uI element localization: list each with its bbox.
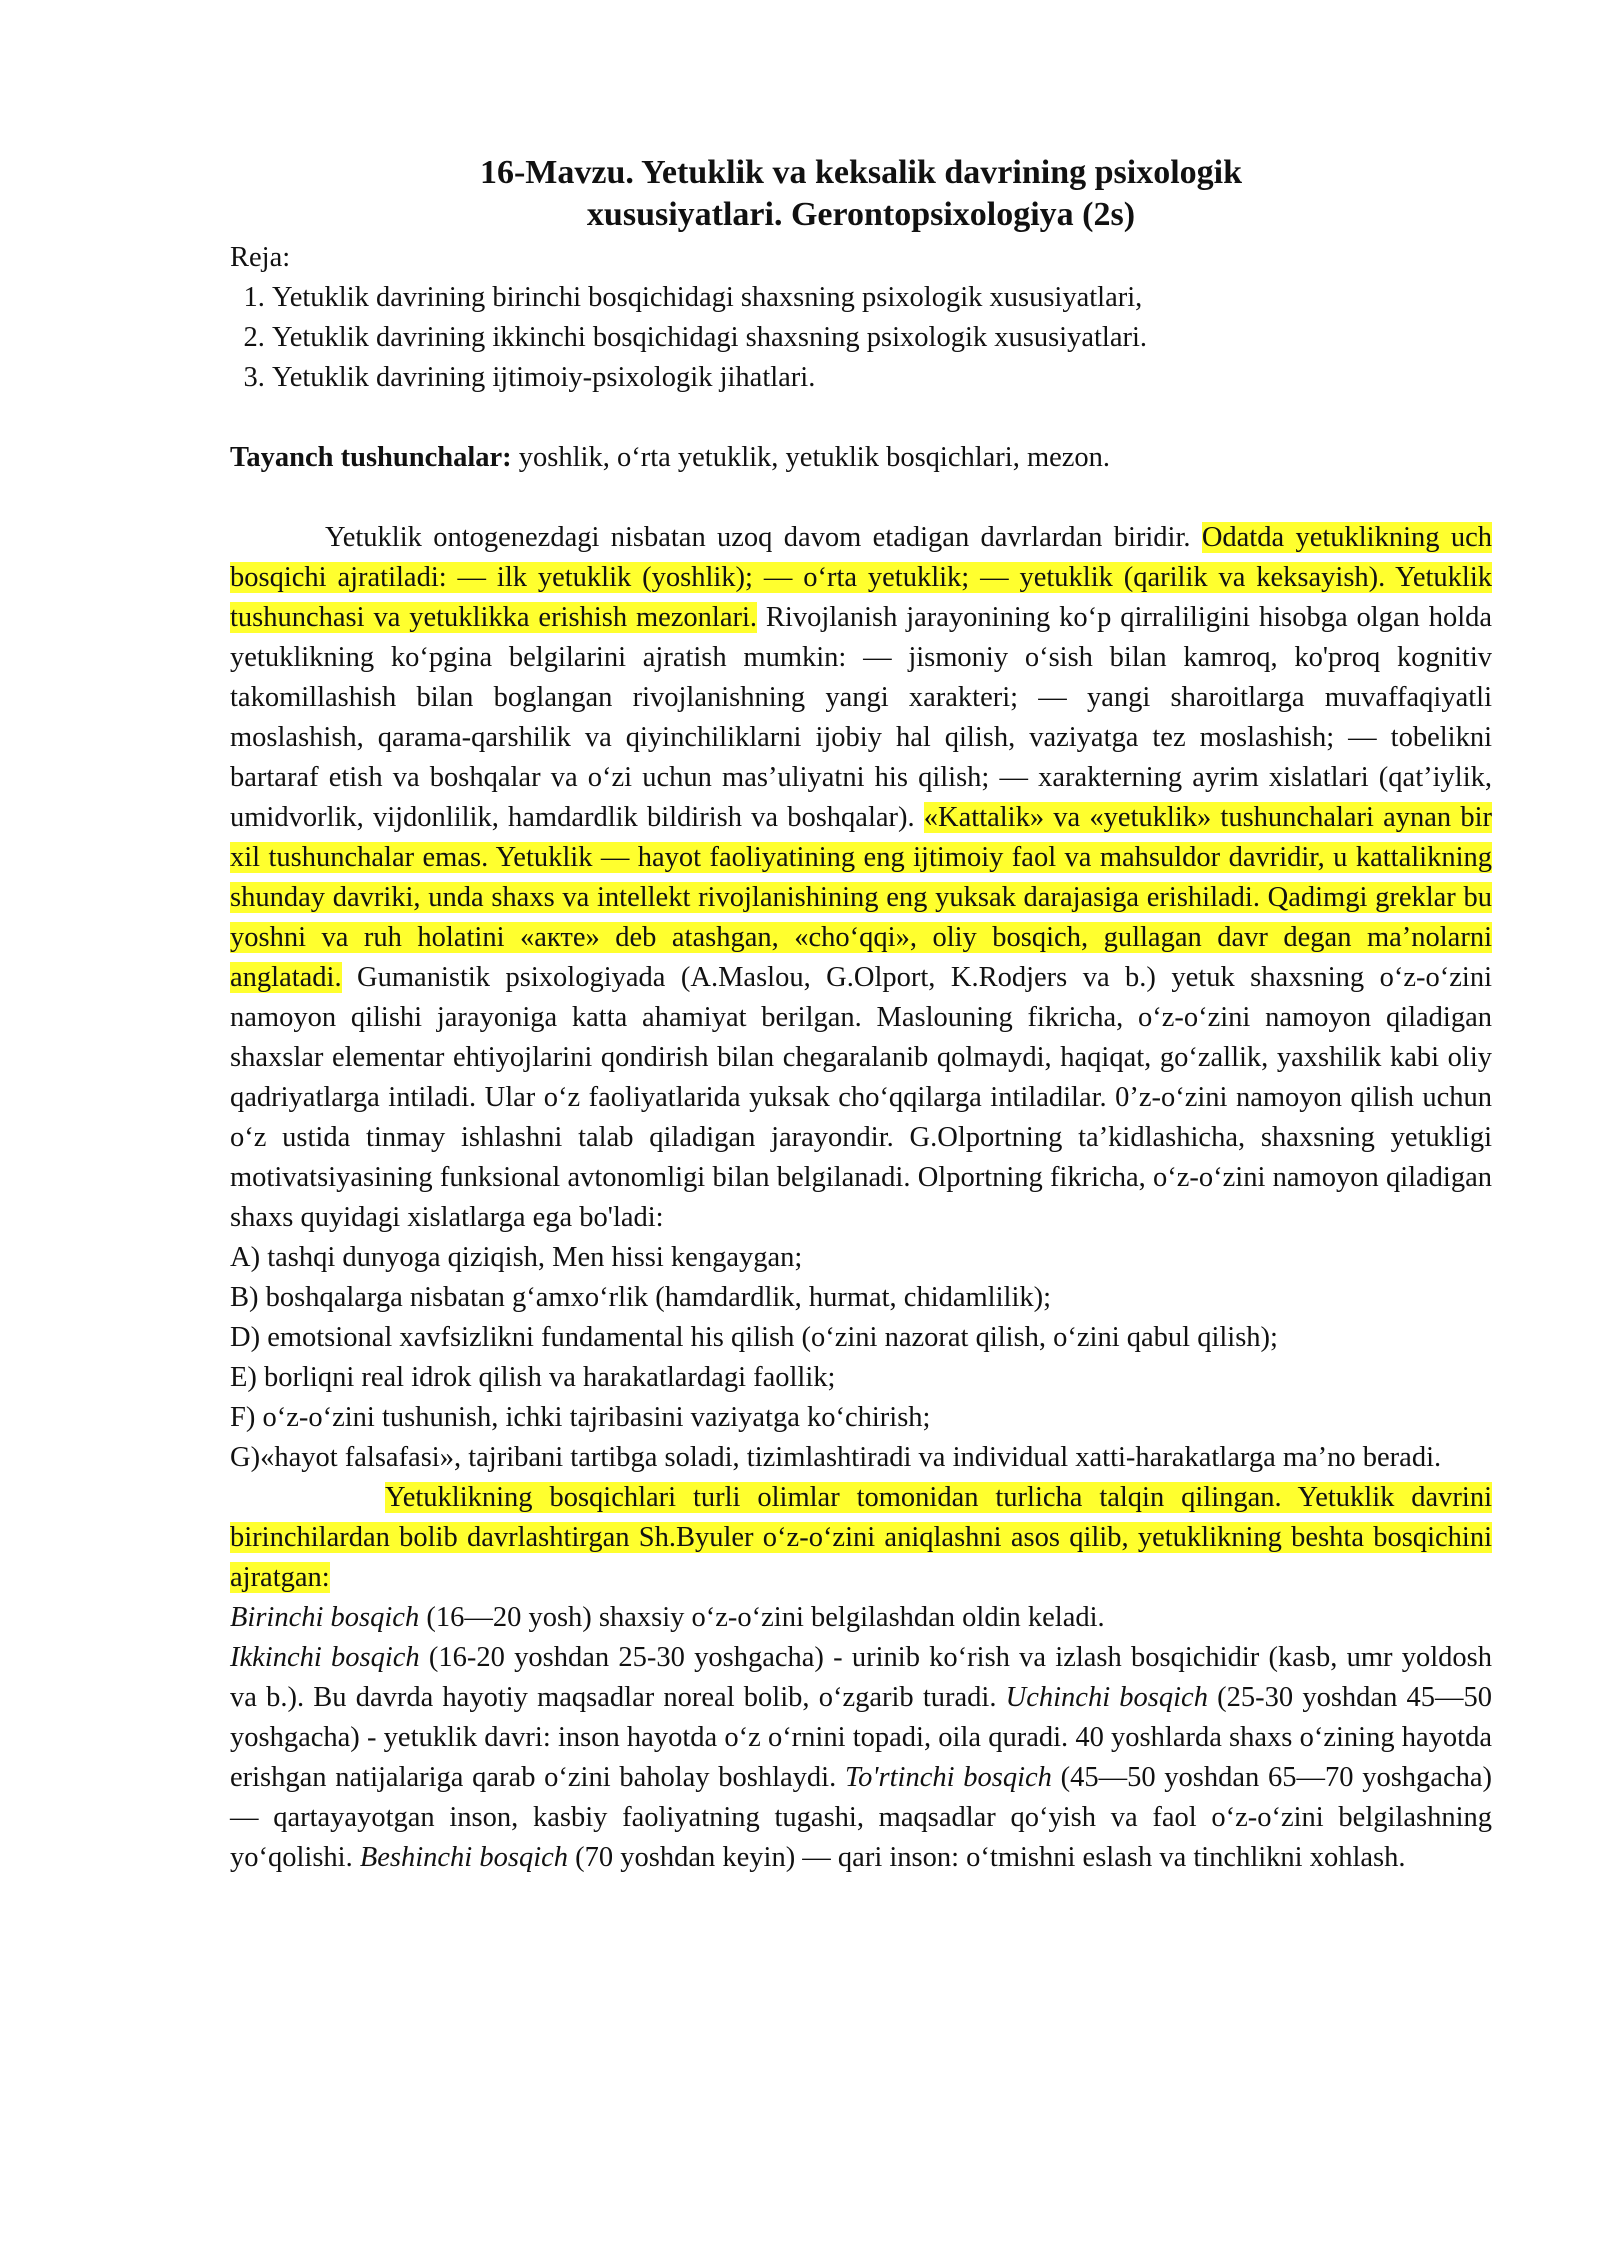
- trait-item: A) tashqi dunyoga qiziqish, Men hissi kengaygan;: [230, 1242, 803, 1273]
- trait-item: B) boshqalarga nisbatan g‘amxo‘rlik (hamdardlik, hurmat, chidamlilik);: [230, 1282, 1052, 1313]
- trait-item: D) emotsional xavfsizlikni fundamental his qilish (o‘zini nazorat qilish, o‘zini qabul qilish);: [230, 1322, 1278, 1353]
- paragraph-stages-intro: [230, 1478, 1492, 1598]
- paragraph-maturity: [230, 518, 1492, 1238]
- key-concepts-text: yoshlik, o‘rta yetuklik, yetuklik bosqichlari, mezon.: [511, 442, 1111, 473]
- page-title: [230, 152, 1492, 236]
- stage-text: (45—50 yoshdan 65—70 yoshgacha) — qartayayotgan inson, kasbiy faoliyatning tugashi, maqsadlar qo‘yish va faol o‘z-o‘zini belgilashning yo‘qolishi.: [230, 1762, 1492, 1873]
- stage-1: [230, 1598, 1492, 1638]
- trait-item: F) o‘z-o‘zini tushunish, ichki tajribasini vaziyatga ko‘chirish;: [230, 1402, 931, 1433]
- plan-item: 3. Yetuklik davrining ijtimoiy-psixologik jihatlari.: [272, 358, 1492, 398]
- paragraph-text: Gumanistik psixologiyada (A.Maslou, G.Olport, K.Rodjers va b.) yetuk shaxsning o‘z-o‘zini namoyon qilishi jarayoniga katta ahamiyat berilgan. Maslouning fikricha, o‘z-o‘zini namoyon qiladigan shaxslar elementar ehtiyojlarini qondirish bilan chegaralanib qolmaydi, haqiqat, go‘zallik, yaxshilik kabi oliy qadriyatlarga intiladi. Ular o‘z faoliyatlarida yuksak cho‘qqilarga intiladilar. 0’z-o‘zini namoyon qilish uchun o‘z ustida tinmay ishlashni talab qiladigan jarayondir. G.Olportning ta’kidlashicha, shaxsning yetukligi motivatsiyasining funksional avtonomligi bilan belgilanadi. Olportning fikricha, o‘z-o‘zini namoyon qiladigan shaxs quyidagi xislatlarga ega bo'ladi:: [230, 962, 1492, 1233]
- stage-text: (16—20 yosh) shaxsiy o‘z-o‘zini belgilashdan oldin keladi.: [419, 1602, 1105, 1633]
- plan-heading: Reja:: [230, 242, 291, 273]
- stage-text: (25-30 yoshdan 45—50 yoshgacha) - yetuklik davri: inson hayotda o‘z o‘rnini topadi, oila quradi. 40 yoshlarda shaxs o‘zining hayotda erishgan natijalariga qarab o‘zini baholay boshlaydi.: [230, 1682, 1493, 1793]
- stage-label: Birinchi bosqich: [230, 1602, 420, 1633]
- trait-item: G)«hayot falsafasi», tajribani tartibga soladi, tizimlashtiradi va individual xatti-harakatlarga ma’no beradi.: [230, 1442, 1442, 1473]
- title-line-1: 16-Mavzu. Yetuklik va keksalik davrining psixologik: [479, 154, 1242, 191]
- stage-label: Uchinchi bosqich: [1005, 1682, 1208, 1713]
- document-page: [230, 152, 1492, 1878]
- paragraph-text: Yetuklik ontogenezdagi nisbatan uzoq davom etadigan davrlardan biridir.: [325, 522, 1202, 553]
- stage-label: To'rtinchi bosqich: [844, 1762, 1052, 1793]
- plan-item: 2. Yetuklik davrining ikkinchi bosqichidagi shaxsning psixologik xususiyatlari.: [272, 318, 1492, 358]
- plan-list: [230, 278, 1492, 398]
- highlighted-text: Odatda yetuklikning uch bosqichi ajratiladi: — ilk yetuklik (yoshlik); — o‘rta yetuklik; — yetuklik (qarilik va keksayish). Yetuklik tushunchasi va yetuklikka erishish mezonlari.: [230, 522, 1492, 633]
- paragraph-text: Rivojlanish jarayonining ko‘p qirraliligini hisobga olgan holda yetuklikning ko‘pgina belgilarini ajratish mumkin: — jismoniy o‘sish bilan kamroq, ko'proq kognitiv takomillashish bilan boglangan rivojlanishning yangi xarakteri; — yangi sharoitlarga muvaffaqiyatli moslashish, qarama-qarshilik va qiyinchiliklarni ijobiy hal qilish, vaziyatga tez moslashish; — tobelikni bartaraf etish va boshqalar va o‘zi uchun mas’uliyatni his qilish; — xarakterning ayrim xislatlari (qat’iylik, umidvorlik, vijdonlilik, hamdardlik bildirish va boshqalar).: [230, 602, 1493, 833]
- stage-text: (70 yoshdan keyin) — qari inson: o‘tmishni eslash va tinchlikni xohlash.: [568, 1842, 1406, 1873]
- highlighted-text: Yetuklikning bosqichlari turli olimlar tomonidan turlicha talqin qilingan. Yetuklik davrini birinchilardan bolib davrlashtirgan Sh.Byuler o‘z-o‘zini aniqlashni asos qilib, yetuklikning beshta bosqichini ajratgan:: [230, 1482, 1492, 1593]
- highlighted-text: «Kattalik» va «yetuklik» tushunchalari aynan bir xil tushunchalar emas. Yetuklik — hayot faoliyatining eng ijtimoiy faol va mahsuldor davridir, u kattalikning shunday davriki, unda shaxs va intellekt rivojlanishining eng yuksak darajasiga erishiladi. Qadimgi greklar bu yoshni va ruh holatini «акте» deb atashgan, «cho‘qqi», oliy bosqich, gullagan davr degan ma’nolarni anglatadi.: [230, 802, 1492, 993]
- trait-item: E) borliqni real idrok qilish va harakatlardagi faollik;: [230, 1362, 836, 1393]
- key-concepts-label: Tayanch tushunchalar:: [230, 442, 512, 473]
- stage-label: Ikkinchi bosqich: [230, 1642, 420, 1673]
- title-line-2: xususiyatlari. Gerontopsixologiya (2s): [586, 196, 1136, 233]
- stage-label: Beshinchi bosqich: [359, 1842, 569, 1873]
- key-concepts: [230, 438, 1492, 478]
- stages-2-5: [230, 1638, 1492, 1878]
- plan-item: 1. Yetuklik davrining birinchi bosqichidagi shaxsning psixologik xususiyatlari,: [272, 278, 1492, 318]
- stage-text: (16-20 yoshdan 25-30 yoshgacha) - urinib ko‘rish va izlash bosqichidir (kasb, umr yoldosh va b.). Bu davrda hayotiy maqsadlar noreal bolib, o‘zgarib turadi.: [230, 1642, 1492, 1713]
